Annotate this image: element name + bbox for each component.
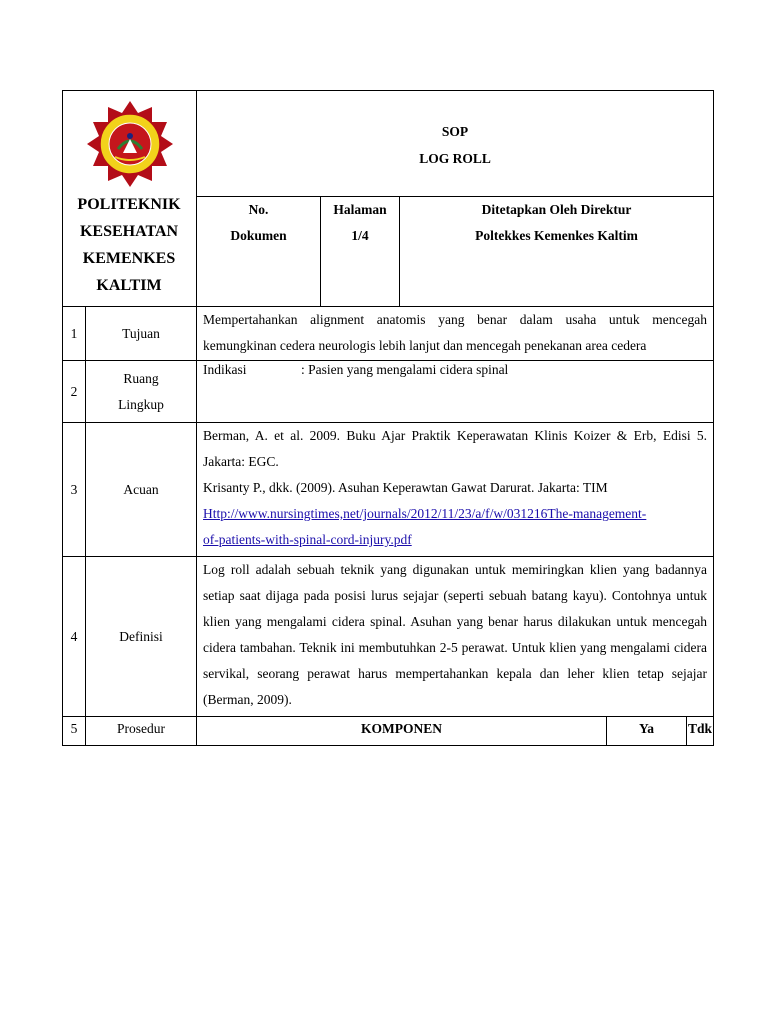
definisi-text: Log roll adalah sebuah teknik yang digunakan untuk memiringkan klien yang badannya setiap saat dijaga pada posisi lurus sejajar (seperti sebuah batang kayu). Contohnya untuk klien yang mengalami cidera spinal. Asuhan yang benar harus dilakukan untuk mencegah cidera tambahan. Teknik ini membutuhkan 2-5 perawat. Untuk klien yang mengalami cidera servikal, seorang perawat harus mempertahankan kepala dan leher klien tetap sejajar (Berman, 2009).	[197, 557, 714, 717]
reference-link-line-2[interactable]: of-patients-with-spinal-cord-injury.pdf	[203, 532, 412, 547]
ditetapkan-line-2: Poltekkes Kemenkes Kaltim	[475, 228, 638, 243]
tujuan-label: Tujuan	[86, 307, 197, 361]
institution-seal-icon	[85, 99, 175, 189]
institution-line-1: POLITEKNIK	[77, 196, 181, 213]
tujuan-text: Mempertahankan alignment anatomis yang benar dalam usaha untuk mencegah kemungkinan cedera neurologis lebih lanjut dan mencegah penekanan area cedera	[197, 307, 714, 361]
reference-link[interactable]	[203, 501, 707, 553]
row-number: 4	[63, 557, 86, 717]
ruang-lingkup-text	[197, 361, 714, 423]
tdk-header: Tdk	[687, 717, 714, 746]
acuan-label: Acuan	[86, 423, 197, 557]
definisi-label: Definisi	[86, 557, 197, 717]
reference-2: Krisanty P., dkk. (2009). Asuhan Keperawtan Gawat Darurat. Jakarta: TIM	[203, 480, 608, 495]
ya-header: Ya	[607, 717, 687, 746]
reference-1: Berman, A. et al. 2009. Buku Ajar Praktik Keperawatan Klinis Koizer & Erb, Edisi 5. Jakarta: EGC.	[203, 428, 708, 469]
ditetapkan-line-1: Ditetapkan Oleh Direktur	[481, 202, 632, 217]
no-label: No.	[248, 202, 269, 217]
ruang-label-line-1: Ruang	[123, 370, 159, 386]
row-number: 1	[63, 307, 86, 361]
title-cell	[197, 91, 714, 197]
indikasi-value: : Pasien yang mengalami cidera spinal	[301, 362, 509, 377]
ditetapkan-cell	[400, 197, 714, 307]
institution-line-4: KALTIM	[96, 277, 162, 294]
sop-table	[62, 90, 714, 746]
acuan-text	[197, 423, 714, 557]
prosedur-label: Prosedur	[86, 717, 197, 746]
sop-subtitle: LOG ROLL	[419, 150, 491, 166]
reference-link-line-1[interactable]: Http://www.nursingtimes,net/journals/2012/11/23/a/f/w/031216The-management-	[203, 506, 647, 521]
institution-line-3: KEMENKES	[82, 250, 176, 267]
row-number: 2	[63, 361, 86, 423]
ruang-label-line-2: Lingkup	[118, 396, 164, 412]
ruang-lingkup-label	[86, 361, 197, 423]
indikasi-label: Indikasi	[203, 362, 247, 377]
dokumen-label: Dokumen	[230, 228, 287, 243]
halaman-label: Halaman	[333, 202, 387, 217]
sop-title: SOP	[441, 123, 469, 139]
institution-line-2: KESEHATAN	[79, 223, 179, 240]
row-number: 3	[63, 423, 86, 557]
halaman-cell	[321, 197, 400, 307]
institution-name	[62, 191, 196, 299]
komponen-header: KOMPONEN	[197, 717, 607, 746]
row-number: 5	[63, 717, 86, 746]
no-dokumen-cell	[197, 197, 321, 307]
halaman-value: 1/4	[351, 228, 369, 243]
